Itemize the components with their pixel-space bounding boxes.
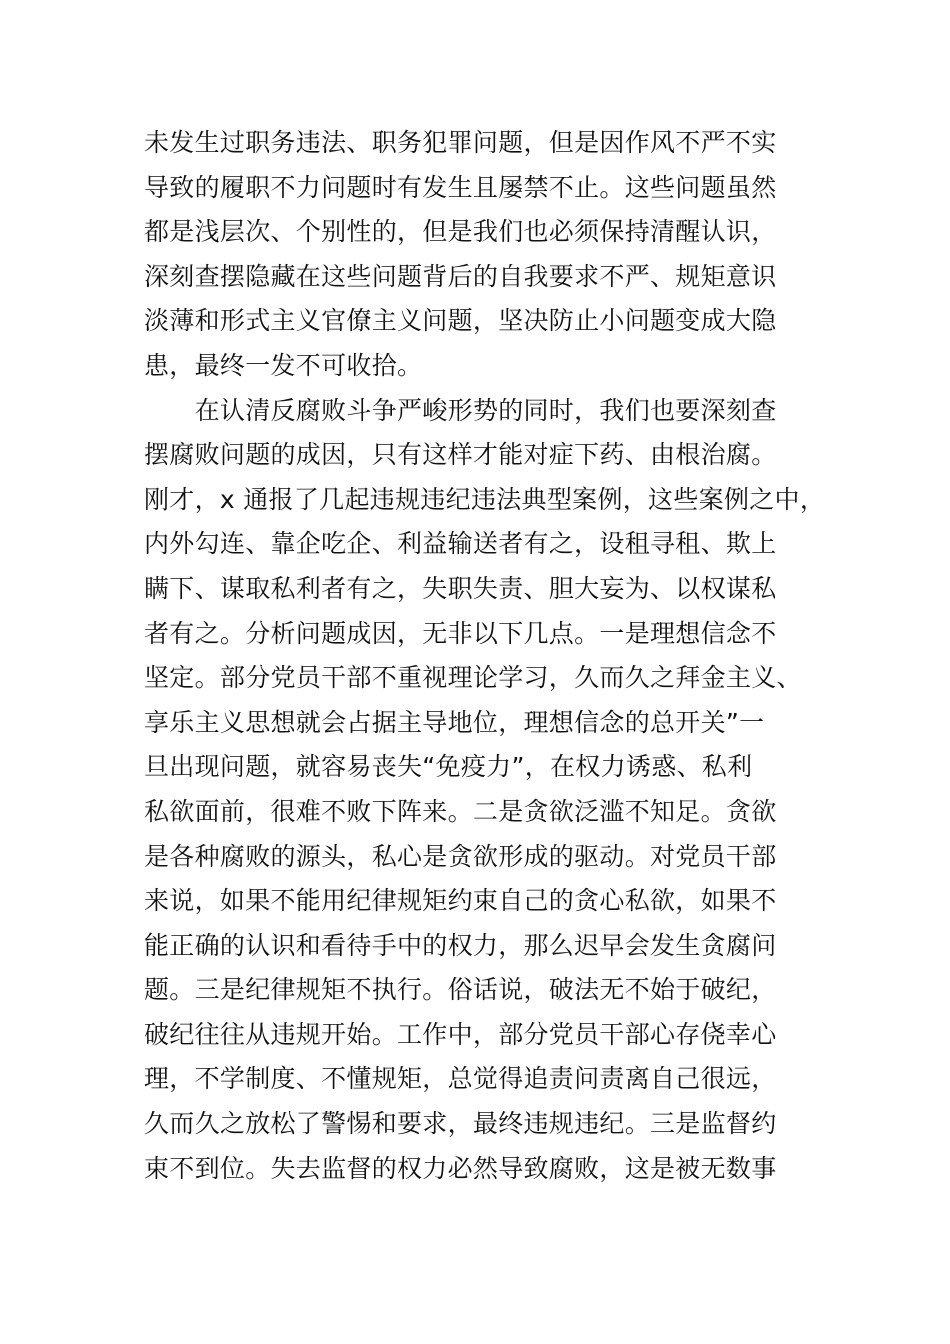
text-line: 患，最终一发不可收拾。: [144, 350, 423, 380]
text-line: 摆腐败问题的成因，只有这样才能对症下药、由根治腐。: [144, 440, 777, 470]
text-line: 题。三是纪律规矩不执行。俗话说，破法无不始于破纪，: [144, 975, 777, 1005]
paragraph-start-line: 在认清反腐败斗争严峻形势的同时，我们也要深刻查: [144, 395, 777, 425]
text-line: 未发生过职务违法、职务犯罪问题，但是因作风不严不实: [144, 128, 777, 157]
text-line: 破纪往往从违规开始。工作中，部分党员干部心存侥幸心: [144, 1019, 777, 1049]
text-line: 来说，如果不能用纪律规矩约束自己的贪心私欲，如果不: [144, 886, 777, 916]
text-line: 久而久之放松了警惕和要求，最终违规违纪。三是监督约: [144, 1109, 777, 1139]
text-line: 坚定。部分党员干部不重视理论学习，久而久之拜金主义、: [144, 663, 802, 693]
text-line: 是各种腐败的源头，私心是贪欲形成的驱动。对党员干部: [144, 841, 777, 871]
text-line: 享乐主义思想就会占据主导地位，理想信念的总开关”一: [144, 707, 765, 737]
text-line: 内外勾连、靠企吃企、利益输送者有之，设租寻租、欺上: [144, 529, 777, 559]
text-line: 深刻查摆隐藏在这些问题背后的自我要求不严、规矩意识: [144, 261, 777, 291]
text-line: 都是浅层次、个别性的，但是我们也必须保持清醒认识，: [144, 217, 777, 247]
text-line: 淡薄和形式主义官僚主义问题，坚决防止小问题变成大隐: [144, 306, 777, 336]
text-line: 理，不学制度、不懂规矩，总觉得追责问责离自己很远，: [144, 1064, 777, 1094]
text-line: 导致的履职不力问题时有发生且屡禁不止。这些问题虽然: [144, 172, 777, 202]
text-line: 私欲面前，很难不败下阵来。二是贪欲泛滥不知足。贪欲: [144, 796, 777, 826]
text-line: 旦出现问题，就容易丧失“免疫力”，在权力诱惑、私利: [144, 752, 753, 782]
text-line: 刚才，x 通报了几起违规违纪违法典型案例，这些案例之中，: [144, 484, 826, 514]
text-line: 束不到位。失去监督的权力必然导致腐败，这是被无数事: [144, 1153, 777, 1183]
body-text: [144, 121, 844, 1191]
text-line: 者有之。分析问题成因，无非以下几点。一是理想信念不: [144, 618, 777, 648]
text-line: 瞒下、谋取私利者有之，失职失责、胆大妄为、以权谋私: [144, 573, 777, 603]
text-line: 能正确的认识和看待手中的权力，那么迟早会发生贪腐问: [144, 930, 777, 960]
